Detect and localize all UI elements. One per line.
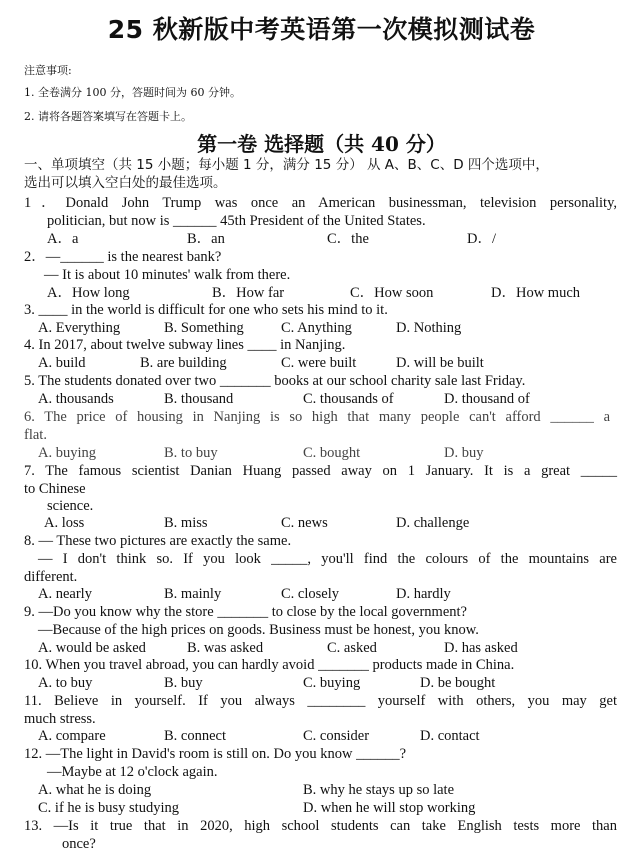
question-2-option-a: A．How long <box>47 285 130 301</box>
question-1-option-d: D．/ <box>467 231 496 247</box>
question-13-text: once? <box>62 836 96 852</box>
question-7-text: 7. The famous scientist Danian Huang passed away on 1 January. It is a great _____ <box>24 463 617 479</box>
question-10-option-d: D. be bought <box>420 675 496 691</box>
question-3-option-c: C. Anything <box>281 320 352 336</box>
question-12-option-a: A. what he is doing <box>38 782 152 798</box>
question-9-option-c: C. asked <box>327 640 377 656</box>
question-11-text: much stress. <box>24 711 96 727</box>
question-6-option-d: D. buy <box>444 445 484 461</box>
question-9-option-a: A. would be asked <box>38 640 146 656</box>
question-7-option-a: A. loss <box>44 515 85 531</box>
question-4-option-c: C. were built <box>281 355 357 371</box>
question-11-option-d: D. contact <box>420 728 480 744</box>
question-12-text: —Maybe at 12 o'clock again. <box>47 764 218 780</box>
section-heading-line: 一、单项填空（共 15 小题；每小题 1 分，满分 15 分） 从 A、B、C、D 四个选项中， <box>24 157 549 173</box>
question-7-text: to Chinese <box>24 481 86 497</box>
question-13-text: 13. —Is it true that in 2020, high school students can take English tests more than <box>24 818 617 834</box>
question-12-option-d: D. when he will stop working <box>303 800 476 816</box>
question-2-text: — It is about 10 minutes' walk from there. <box>44 267 291 283</box>
question-5-option-b: B. thousand <box>164 391 234 407</box>
section-heading-line: 选出可以填入空白处的最佳选项。 <box>24 175 227 191</box>
question-6-text: 6. The price of housing in Nanjing is so high that many people can't afford ______ a <box>24 409 610 425</box>
question-6-option-a: A. buying <box>38 445 96 461</box>
question-12-option-b: B. why he stays up so late <box>303 782 455 798</box>
question-5-option-a: A. thousands <box>38 391 114 407</box>
question-10-option-b: B. buy <box>164 675 203 691</box>
question-4-text: 4. In 2017, about twelve subway lines ____ in Nanjing. <box>24 337 346 353</box>
question-6-option-b: B. to buy <box>164 445 218 461</box>
section-heading <box>24 156 624 192</box>
question-8-option-d: D. hardly <box>396 586 451 602</box>
question-3-option-d: D. Nothing <box>396 320 462 336</box>
question-12-option-c: C. if he is busy studying <box>38 800 179 816</box>
question-2-option-b: B．How far <box>212 285 285 301</box>
question-10-option-c: C. buying <box>303 675 361 691</box>
question-1-option-b: B．an <box>187 231 225 247</box>
question-10-text: 10. When you travel abroad, you can hardly avoid _______ products made in China. <box>24 657 515 673</box>
question-1-text: 1．Donald John Trump was once an American businessman, television personality, <box>24 195 617 211</box>
notes-heading: 注意事项: <box>24 64 72 77</box>
question-1-text: politician, but now is ______ 45th President of the United States. <box>47 213 426 229</box>
question-8-text: 8. — These two pictures are exactly the same. <box>24 533 292 549</box>
exam-title: 25 秋新版中考英语第一次模拟测试卷 <box>107 15 536 44</box>
question-10-option-a: A. to buy <box>38 675 93 691</box>
question-9-text: 9. —Do you know why the store _______ to close by the local government? <box>24 604 467 620</box>
question-1-option-c: C．the <box>327 231 369 247</box>
question-6-option-c: C. bought <box>303 445 361 461</box>
question-5-option-d: D. thousand of <box>444 391 530 407</box>
question-3-text: 3. ____ in the world is difficult for one who sets his mind to it. <box>24 302 388 318</box>
question-7-text: science. <box>47 498 94 514</box>
note-item: 1. 全卷满分 100 分，答题时间为 60 分钟。 <box>24 86 241 99</box>
question-5-option-c: C. thousands of <box>303 391 394 407</box>
question-4-option-b: B. are building <box>140 355 227 371</box>
part-title: 第一卷 选择题（共 40 分） <box>197 132 446 156</box>
question-12-text: 12. —The light in David's room is still on. Do you know ______? <box>24 746 407 762</box>
question-8-option-a: A. nearly <box>38 586 92 602</box>
question-8-option-b: B. mainly <box>164 586 222 602</box>
question-11-option-a: A. compare <box>38 728 106 744</box>
question-4-option-a: A. build <box>38 355 86 371</box>
question-3-option-b: B. Something <box>164 320 244 336</box>
note-item: 2. 请将各题答案填写在答题卡上。 <box>24 110 192 123</box>
question-7-option-d: D. challenge <box>396 515 470 531</box>
question-2-option-c: C．How soon <box>350 285 434 301</box>
question-5-text: 5. The students donated over two _______ books at our school charity sale last Friday. <box>24 373 526 389</box>
question-6-text: flat. <box>24 427 47 443</box>
question-8-text: different. <box>24 569 78 585</box>
question-2-text: 2．—______ is the nearest bank? <box>24 249 222 265</box>
question-7-option-c: C. news <box>281 515 328 531</box>
question-7-option-b: B. miss <box>164 515 208 531</box>
question-9-option-b: B. was asked <box>187 640 264 656</box>
question-9-option-d: D. has asked <box>444 640 518 656</box>
question-11-text: 11. Believe in yourself. If you always ________ yourself with others, you may get <box>24 693 617 709</box>
question-11-option-b: B. connect <box>164 728 227 744</box>
question-4-option-d: D. will be built <box>396 355 484 371</box>
question-11-option-c: C. consider <box>303 728 370 744</box>
question-2-option-d: D．How much <box>491 285 581 301</box>
question-8-text: — I don't think so. If you look _____, you'll find the colours of the mountains are <box>38 551 617 567</box>
question-8-option-c: C. closely <box>281 586 339 602</box>
question-3-option-a: A. Everything <box>38 320 121 336</box>
question-1-option-a: A．a <box>47 231 79 247</box>
question-9-text: —Because of the high prices on goods. Business must be honest, you know. <box>38 622 479 638</box>
